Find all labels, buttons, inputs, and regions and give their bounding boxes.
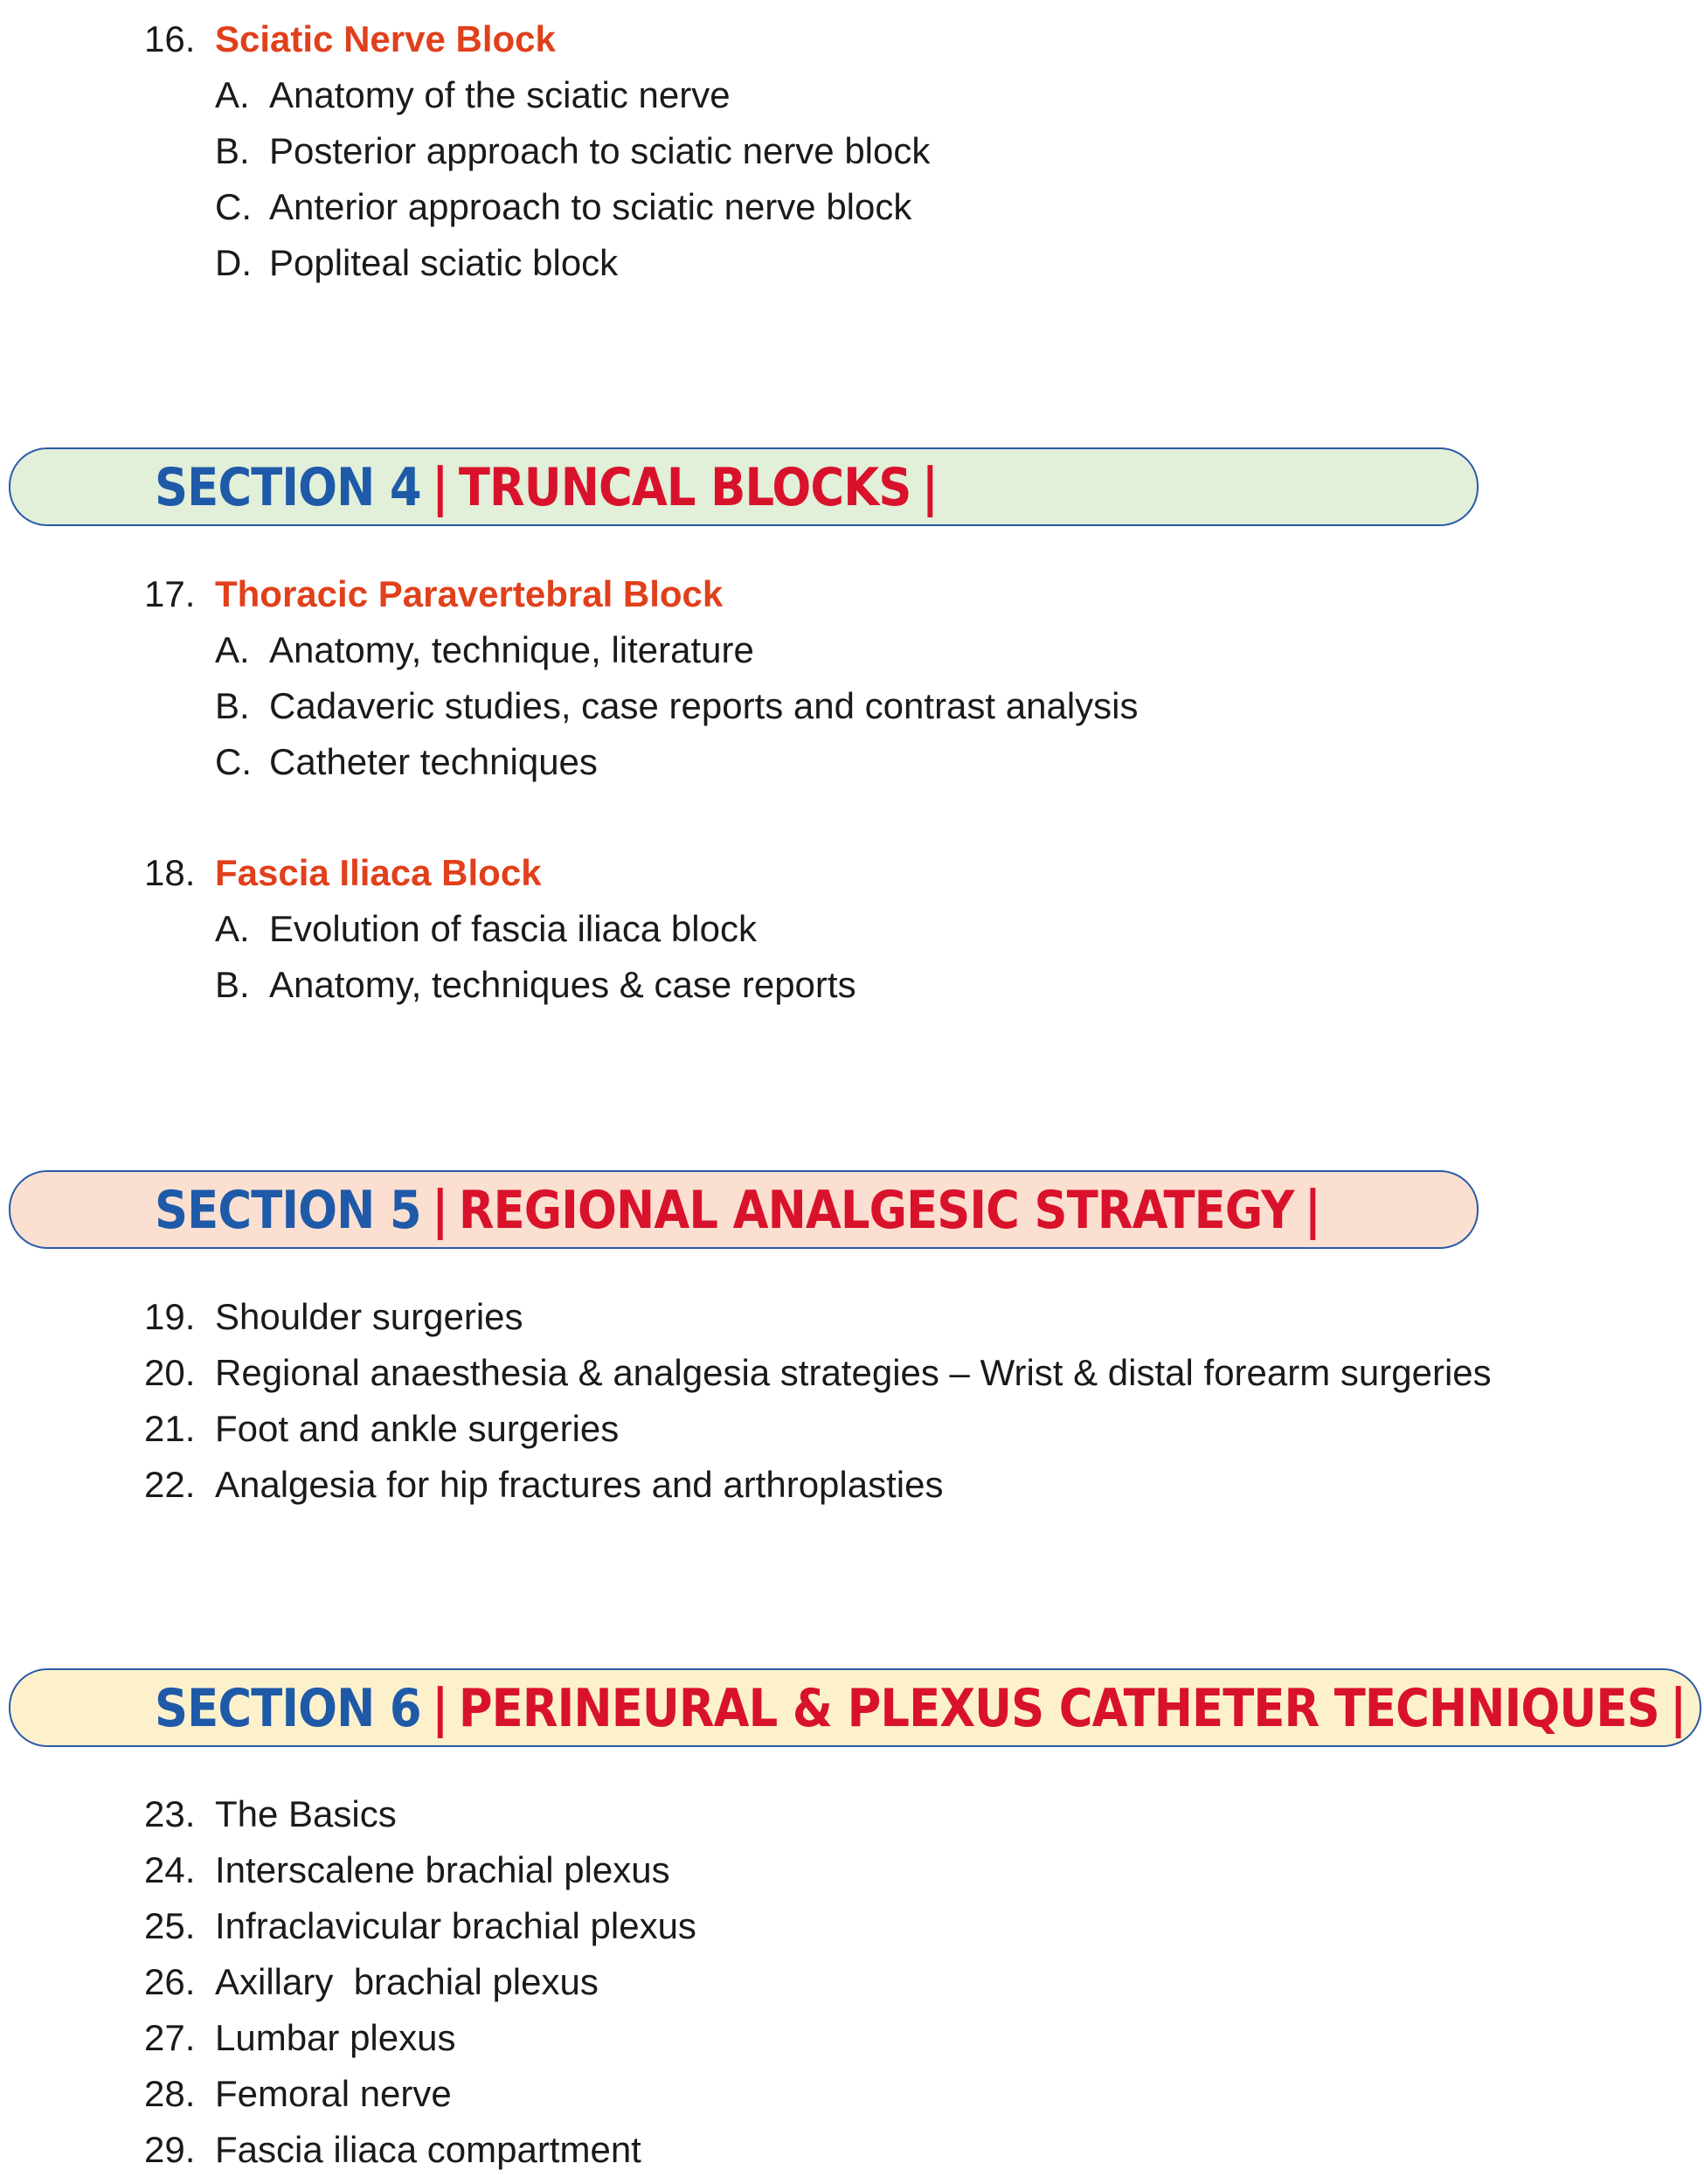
section-6-banner [9, 1668, 1701, 1747]
item-letter: C. [215, 741, 252, 782]
item-text: Anatomy of the sciatic nerve [269, 74, 731, 115]
topic-number: 16. [144, 18, 196, 59]
chapter-number: 20. [144, 1352, 196, 1393]
chapter-title: Interscalene brachial plexus [215, 1849, 670, 1890]
section-title: REGIONAL ANALGESIC STRATEGY [458, 1180, 1294, 1241]
topic-title: Thoracic Paravertebral Block [215, 573, 724, 614]
list-item [0, 963, 1704, 1007]
section-separator: | [432, 1180, 448, 1241]
chapter-title: Regional anaesthesia & analgesia strategies – Wrist & distal forearm surgeries [215, 1352, 1492, 1393]
chapter-item [0, 1351, 1704, 1395]
item-letter: C. [215, 186, 252, 227]
chapter-item [0, 1463, 1704, 1507]
chapter-item [0, 1960, 1704, 2004]
item-text: Anatomy, technique, literature [269, 629, 754, 670]
item-letter: A. [215, 74, 250, 115]
section-6-heading [155, 1675, 1697, 1742]
chapter-item [0, 2072, 1704, 2116]
chapter-number: 21. [144, 1408, 196, 1449]
chapter-number: 19. [144, 1296, 196, 1337]
chapter-number: 28. [144, 2073, 196, 2114]
topic-number: 18. [144, 852, 196, 893]
section-separator: | [432, 1678, 448, 1739]
item-text: Cadaveric studies, case reports and contrast analysis [269, 685, 1139, 726]
item-letter: B. [215, 964, 250, 1005]
chapter-item [0, 2016, 1704, 2060]
chapter-title: Infraclavicular brachial plexus [215, 1905, 696, 1946]
section-5-heading [155, 1177, 1332, 1244]
chapter-title: Femoral nerve [215, 2073, 452, 2114]
item-letter: D. [215, 242, 252, 283]
topic-18-heading [0, 851, 1704, 895]
topic-title: Sciatic Nerve Block [215, 18, 556, 59]
chapter-item [0, 1848, 1704, 1892]
chapter-item [0, 1904, 1704, 1948]
section-4-banner [9, 447, 1479, 526]
item-letter: A. [215, 629, 250, 670]
topic-17-heading [0, 572, 1704, 616]
topic-number: 17. [144, 573, 196, 614]
chapter-item [0, 1407, 1704, 1451]
item-text: Posterior approach to sciatic nerve block [269, 130, 931, 171]
section-label: SECTION 5 [155, 1180, 421, 1241]
list-item [0, 907, 1704, 951]
chapter-title: Foot and ankle surgeries [215, 1408, 620, 1449]
chapter-title: Fascia iliaca compartment [215, 2129, 641, 2170]
chapter-item [0, 1295, 1704, 1339]
section-trailing-bar: | [1670, 1678, 1687, 1739]
chapter-title: Lumbar plexus [215, 2017, 456, 2058]
chapter-number: 24. [144, 1849, 196, 1890]
list-item [0, 241, 1704, 285]
chapter-title: Analgesia for hip fractures and arthroplasties [215, 1464, 944, 1505]
topic-16-heading [0, 17, 1704, 61]
list-item [0, 740, 1704, 784]
item-letter: B. [215, 130, 250, 171]
section-trailing-bar: | [1304, 1180, 1321, 1241]
item-text: Evolution of fascia iliaca block [269, 908, 757, 949]
section-title: TRUNCAL BLOCKS [458, 457, 911, 518]
chapter-number: 26. [144, 1961, 196, 2002]
section-5-banner [9, 1170, 1479, 1249]
chapter-number: 22. [144, 1464, 196, 1505]
list-item [0, 185, 1704, 229]
item-letter: B. [215, 685, 250, 726]
section-title: PERINEURAL & PLEXUS CATHETER TECHNIQUES [458, 1678, 1659, 1739]
section-label: SECTION 4 [155, 457, 421, 518]
item-letter: A. [215, 908, 250, 949]
section-trailing-bar: | [921, 457, 939, 518]
section-4-heading [155, 454, 949, 521]
item-text: Catheter techniques [269, 741, 598, 782]
list-item [0, 628, 1704, 672]
section-separator: | [432, 457, 448, 518]
chapter-title: Shoulder surgeries [215, 1296, 523, 1337]
list-item [0, 684, 1704, 728]
chapter-item [0, 1792, 1704, 1836]
item-text: Anterior approach to sciatic nerve block [269, 186, 912, 227]
chapter-title: The Basics [215, 1793, 397, 1834]
topic-title: Fascia Iliaca Block [215, 852, 542, 893]
item-text: Popliteal sciatic block [269, 242, 619, 283]
chapter-number: 27. [144, 2017, 196, 2058]
list-item [0, 129, 1704, 173]
list-item [0, 73, 1704, 117]
chapter-number: 25. [144, 1905, 196, 1946]
item-text: Anatomy, techniques & case reports [269, 964, 856, 1005]
chapter-title: Axillary brachial plexus [215, 1961, 599, 2002]
section-label: SECTION 6 [155, 1678, 421, 1739]
chapter-number: 23. [144, 1793, 196, 1834]
chapter-item [0, 2128, 1704, 2172]
chapter-number: 29. [144, 2129, 196, 2170]
